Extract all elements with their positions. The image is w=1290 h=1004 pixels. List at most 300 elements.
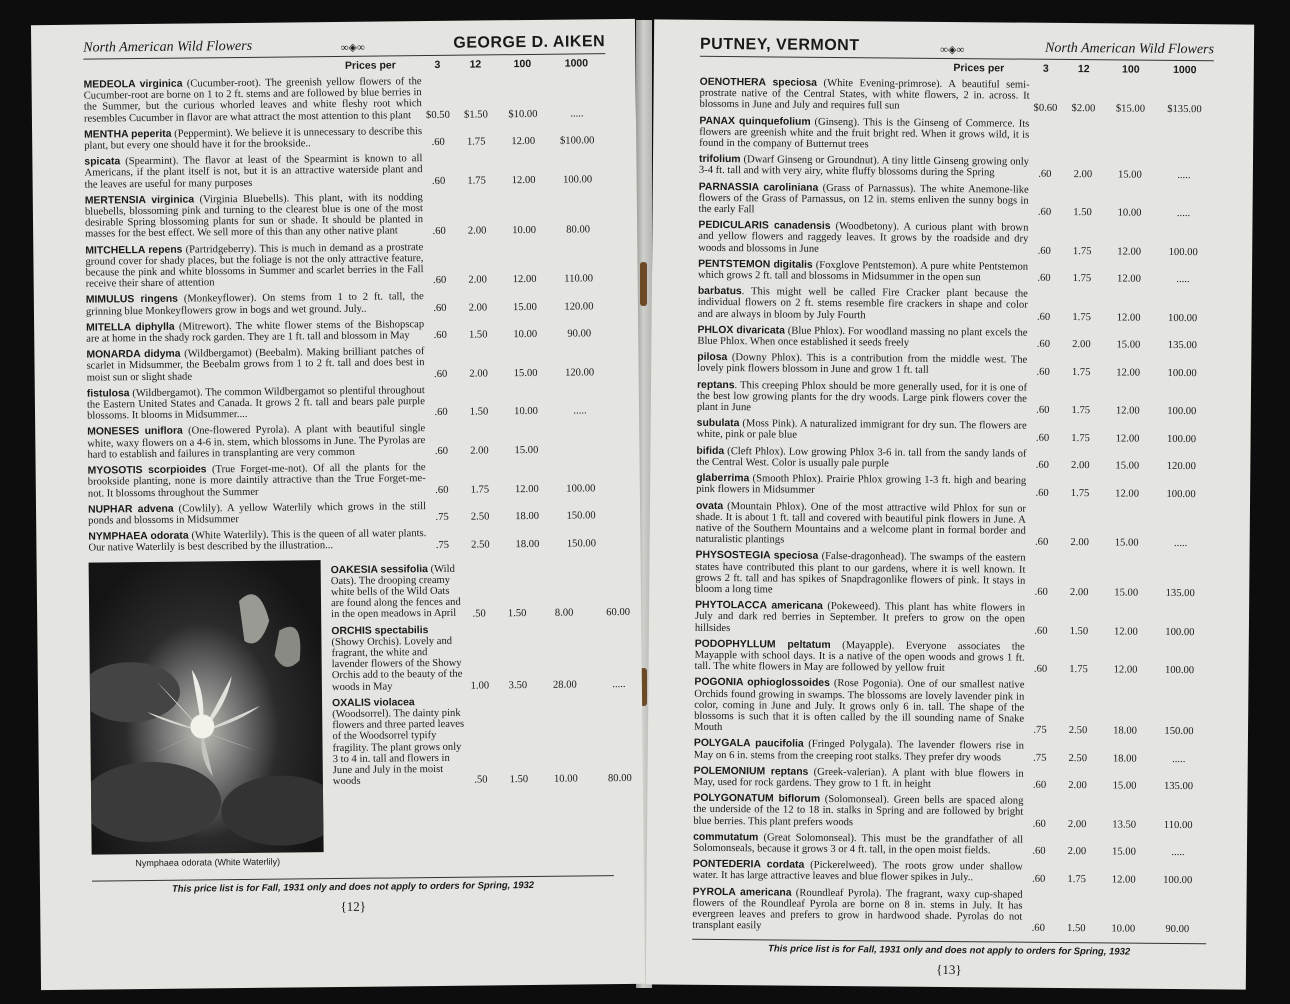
price-1000: 120.00: [1166, 460, 1196, 473]
price-1000: 135.00: [1165, 588, 1195, 600]
price-3: .60: [1037, 245, 1051, 257]
price-3: .60: [1034, 586, 1048, 598]
plant-description: [696, 445, 1026, 470]
plant-entry: [698, 259, 1212, 286]
price-12: 2.00: [468, 302, 488, 314]
plant-text: (Rose Pogonia). One of our smallest native Orchids found growing in swamps. The blossoms are lovely lavender pink in color, coming in June and July. It grows only 6 in. tall. The shape of the blossoms is such that it is often called by the ill sounding name of Snake Mouth: [693, 678, 1025, 734]
plant-description: [84, 153, 422, 190]
price-100: 8.00: [554, 607, 574, 619]
plant-entry: [697, 325, 1211, 352]
price-3: .60: [1035, 459, 1050, 471]
price-12: 2.00: [468, 274, 487, 287]
plant-name: spicata: [84, 156, 121, 168]
price-12: 2.50: [471, 538, 490, 551]
col-header-3: 3: [434, 58, 441, 71]
plant-entry: [699, 115, 1213, 153]
plant-list: [692, 77, 1213, 936]
price-1000: 150.00: [1164, 726, 1194, 738]
plant-description: [697, 352, 1027, 377]
price-cells: [1025, 664, 1209, 677]
plant-name: ORCHIS spectabilis: [331, 624, 429, 637]
price-100: 12.00: [512, 274, 537, 286]
plant-name: reptans: [696, 379, 735, 391]
price-100: 10.00: [513, 329, 538, 341]
plant-text: (Foxglove Pentstemon). A pure white Pentstemon which grows 2 ft. tall and blossoms in Midsummer in the open sun: [697, 259, 1029, 284]
price-cells: [1028, 312, 1212, 325]
price-12: 1.75: [1071, 405, 1091, 417]
plant-name: PENTSTEMON digitalis: [698, 258, 813, 271]
price-100: 15.00: [1112, 780, 1137, 792]
plant-entry: [699, 181, 1213, 219]
price-12: 2.00: [1068, 780, 1087, 792]
plant-description: [331, 624, 464, 693]
plant-name: PHYTOLACCA americana: [695, 599, 823, 613]
col-header-100: 100: [1121, 63, 1140, 76]
price-cells: [1027, 405, 1211, 418]
price-cells: [1023, 846, 1207, 859]
price-100: 12.00: [1113, 626, 1138, 638]
plant-text: (Mitrewort). The white flower stems of the Bishopscap are at home in the shady rock garden. They are 1 ft. tall and blossom in May: [86, 318, 425, 345]
price-3: .60: [1038, 168, 1052, 180]
plant-name: POLYGALA paucifolia: [693, 738, 804, 751]
plant-text: (Cucumber-root). The greenish yellow flowers of the Cucumber-root are borne on 1 to 2 ft. stems and are followed by blue berries in the Summer, but the curious whorled leaves and white fleshy root which resembles Cucumber in flavor are what attract the most attention to this plant: [83, 76, 422, 125]
price-3: .60: [433, 330, 447, 342]
price-1000: 100.00: [562, 174, 593, 186]
price-12: 1.75: [470, 484, 490, 496]
price-3: .60: [1037, 206, 1052, 219]
price-1000: .....: [1177, 169, 1191, 181]
plant-description: [694, 766, 1024, 791]
plant-description: [697, 325, 1027, 350]
price-cells: [1029, 102, 1213, 115]
price-12: 2.00: [1072, 339, 1091, 351]
plant-entry: [87, 383, 609, 422]
col-header-12: 12: [1077, 63, 1090, 76]
plant-entry: [85, 240, 607, 290]
price-1000: 60.00: [606, 606, 631, 618]
plant-text: (Mayapple). Everyone associates the Mayapple with school days. It is a native of the open woods and grows 1 ft. tall. The white flowers in May are followed by yellow fruit: [694, 639, 1025, 675]
price-3: .50: [472, 607, 486, 620]
price-3: .75: [435, 511, 449, 524]
price-3: .60: [1032, 873, 1046, 885]
price-1000: [551, 444, 609, 456]
col-header-100: 100: [513, 57, 532, 71]
price-cells: [1027, 366, 1211, 379]
plant-description: [695, 600, 1025, 636]
plant-text: (Virginia Bluebells). This plant, with its nodding bluebells, blossoming pink and turning to the clearest blue is one of the most desirable Spring blossoming plants for sun or shade. It should be planted in masses for the best effect. We sell more of this than any other native plant: [84, 191, 424, 241]
price-100: 12.00: [1116, 312, 1141, 324]
plant-name: bifida: [696, 445, 725, 457]
price-list-notice: This price list is for Fall, 1931 only and does not apply to orders for Spring, 1932: [692, 939, 1206, 958]
plant-name: PONTEDERIA cordata: [692, 858, 805, 871]
price-100: 12.00: [1115, 487, 1140, 500]
plant-entry: [331, 561, 645, 620]
plant-entry: [88, 499, 610, 527]
price-100: 15.00: [1114, 587, 1139, 599]
price-cells: [1024, 780, 1208, 793]
plant-description: [698, 220, 1028, 256]
plant-name: commutatum: [693, 831, 759, 844]
price-cells: [424, 301, 608, 314]
price-1000: 100.00: [1168, 312, 1198, 325]
price-3: .60: [1034, 537, 1049, 549]
price-12: 1.75: [1067, 873, 1087, 885]
price-12: 2.50: [470, 511, 490, 523]
plant-entry: [696, 500, 1210, 549]
plant-name: POGONIA ophioglossoides: [694, 677, 830, 690]
price-1000: 135.00: [1167, 340, 1198, 352]
photo-caption: Nymphaea odorata (White Waterlily): [135, 856, 281, 868]
plant-description: [696, 500, 1026, 548]
plant-text: (Grass of Parnassus). The white Anemone-like flowers of the Grass of Parnassus, on 12 in. stems enliven the sunny bogs in the early Fall: [698, 182, 1029, 216]
plant-description: [699, 115, 1029, 151]
plant-entry: [697, 379, 1211, 417]
plant-name: OAKESIA sessifolia: [330, 563, 428, 576]
plant-name: OXALIS violacea: [332, 696, 415, 709]
plant-entry: [84, 74, 606, 124]
price-cells: [1026, 537, 1210, 550]
price-3: .60: [1037, 273, 1051, 285]
plant-entry: [88, 460, 610, 499]
header-series-title: North American Wild Flowers: [83, 38, 253, 56]
plant-description: [86, 292, 424, 318]
price-cells: [1026, 460, 1210, 473]
price-cells: [424, 274, 608, 287]
plant-name: OENOTHERA speciosa: [699, 76, 818, 89]
price-3: .60: [1036, 366, 1050, 378]
plant-name: PHLOX divaricata: [697, 324, 785, 337]
plant-name: NUPHAR advena: [87, 503, 174, 516]
plant-entry: [84, 124, 606, 152]
plant-description: [692, 886, 1022, 934]
price-100: 15.00: [1114, 537, 1139, 549]
price-100: 15.00: [1116, 339, 1141, 351]
plant-entry: [332, 695, 645, 788]
price-1000: 120.00: [564, 367, 595, 379]
plant-description: [331, 563, 464, 620]
plant-text: (Downy Phlox). This is a contribution from the middle west. The lovely pink flowers blossom in June and grow 1 ft. tall: [697, 352, 1028, 377]
price-1000: .....: [1171, 847, 1185, 859]
price-cells: [426, 538, 610, 551]
price-1000: 80.00: [607, 773, 632, 785]
price-1000: .....: [1173, 538, 1188, 550]
price-100: 12.00: [1113, 664, 1138, 676]
price-12: 2.00: [1067, 818, 1087, 830]
plant-description: [699, 77, 1029, 113]
plant-entry: [698, 220, 1212, 258]
plant-text: (Cleft Phlox). Low growing Phlox 3-6 in. tall from the sandy lands of the Central West. Color is usually pale purple: [696, 445, 1027, 470]
price-1000: 100.00: [1167, 367, 1197, 379]
price-100: 10.00: [1111, 923, 1136, 936]
plant-text: (Partridgeberry). This is much in demand as a prostrate ground cover for shady places, but the foliage is not the only attractive feature, because the pink and white blossoms in Summer and scarlet berries in the Fall receive their share of attention: [85, 241, 424, 290]
price-100: 15.00: [1115, 460, 1140, 472]
price-12: 2.00: [469, 368, 488, 380]
plant-text: (Cowlily). A yellow Waterlily which grows in the still ponds and blossoms in Midsummer: [88, 500, 427, 527]
plant-description: [693, 859, 1023, 884]
plant-name: POLEMONIUM reptans: [693, 765, 809, 778]
header-publisher-name: GEORGE D. AIKEN: [453, 33, 606, 52]
plant-description: [698, 259, 1028, 284]
price-12: 1.75: [1071, 366, 1091, 378]
price-3: .60: [1032, 845, 1046, 858]
price-cells: [1026, 487, 1210, 500]
plant-text: (Ginseng). This is the Ginseng of Commerce. Its flowers are greenish white and the fruit bright red. When it grows wild, it is found in the company of Butternut trees: [699, 116, 1030, 151]
plant-description: [87, 424, 425, 461]
plant-description: [693, 793, 1023, 829]
waterlily-illustration: [89, 560, 324, 854]
plant-name: POLYGONATUM biflorum: [693, 792, 821, 806]
price-1000: .....: [1172, 753, 1186, 765]
price-3: .60: [1034, 625, 1048, 637]
page-header: [83, 33, 605, 59]
price-1000: 100.00: [566, 483, 596, 495]
price-cells: [1024, 725, 1208, 738]
price-100: 15.00: [1112, 846, 1136, 858]
plant-description: [87, 385, 425, 422]
price-1000: 90.00: [567, 328, 592, 340]
price-3: .60: [432, 275, 447, 287]
price-3: .60: [1036, 405, 1050, 417]
price-1000: 100.00: [1167, 406, 1197, 418]
price-1000: 150.00: [566, 537, 597, 550]
plant-text: . This creeping Phlox should be more generally used, for it is one of the best low growing plants for the dry woods. Large pink flowers cover the plant in June: [696, 379, 1028, 414]
price-12: 2.00: [1069, 587, 1089, 599]
price-cells: [1023, 818, 1207, 831]
price-3: .60: [432, 225, 446, 237]
price-cells: [1029, 152, 1213, 154]
price-100: 12.00: [1116, 367, 1141, 379]
plant-entry: [695, 550, 1209, 599]
price-12: 1.50: [507, 607, 527, 619]
waterlily-image: [89, 560, 324, 854]
price-100: 12.00: [511, 136, 536, 148]
price-3: .60: [434, 407, 448, 419]
price-100: 13.50: [1112, 819, 1137, 831]
plant-text: (Fringed Polygala). The lavender flowers rise in May on 6 in. stems from the creeping root stalks. They prefer dry woods: [693, 739, 1024, 764]
page-number: {13}: [936, 962, 962, 978]
price-3: .60: [1031, 923, 1045, 935]
plant-entry: [698, 286, 1212, 324]
plant-name: pilosa: [697, 352, 728, 364]
plant-entry: [692, 886, 1206, 935]
plant-name: barbatus: [697, 286, 742, 298]
price-cells: [1027, 339, 1211, 352]
price-3: $0.50: [425, 109, 450, 121]
plant-name: MITCHELLA repens: [85, 244, 183, 257]
price-cells: [464, 679, 645, 692]
price-12: 1.50: [469, 406, 489, 419]
price-100: 12.00: [514, 483, 539, 495]
price-12: $2.00: [1071, 102, 1096, 114]
plant-description: [85, 192, 423, 240]
price-100: 18.00: [1112, 753, 1137, 765]
plant-name: MONESES uniflora: [87, 426, 183, 439]
price-3: .50: [474, 774, 488, 786]
price-12: 1.75: [1071, 432, 1090, 444]
header-location: PUTNEY, VERMONT: [699, 35, 860, 55]
price-cells: [425, 406, 609, 419]
page-header: [700, 36, 1214, 61]
price-100: 18.00: [515, 538, 540, 550]
price-1000: 100.00: [1166, 488, 1196, 500]
catalog-page-right: [646, 19, 1254, 989]
plant-name: ovata: [695, 500, 724, 512]
price-12: 2.00: [1071, 460, 1090, 472]
price-cells: [1025, 625, 1209, 638]
plant-name: NYMPHAEA odorata: [88, 530, 189, 543]
price-cells: [422, 135, 606, 148]
price-cells: [1024, 752, 1208, 765]
price-100: 18.00: [515, 511, 540, 523]
price-cells: [424, 328, 608, 341]
plant-name: glaberrima: [696, 472, 750, 485]
price-100: 15.00: [512, 301, 537, 314]
price-12: 1.50: [1069, 625, 1089, 637]
price-cells: [465, 773, 645, 786]
plant-description: [86, 346, 424, 383]
plant-description: [84, 126, 422, 152]
price-list-notice: This price list is for Fall, 1931 only and does not apply to orders for Spring, 1932: [92, 875, 614, 895]
plant-entry: [85, 190, 607, 240]
plant-text: (Showy Orchis). Lovely and fragrant, the white and lavender flowers of the Showy Orchis add to the beauty of the woods in May: [331, 635, 463, 693]
plant-entry: [86, 317, 608, 345]
plant-description: [693, 832, 1023, 857]
plant-description: [88, 462, 426, 499]
price-1000: $135.00: [1167, 103, 1202, 115]
price-100: 15.00: [513, 367, 538, 380]
price-3: .60: [1032, 779, 1047, 792]
price-100: 10.00: [512, 224, 537, 236]
plant-entry: [696, 445, 1210, 472]
header-series-title: North American Wild Flowers: [1044, 40, 1215, 58]
plant-name: MERTENSIA virginica: [84, 194, 195, 207]
plant-text: (Mountain Phlox). One of the most attractive wild Phlox for sun or shade. It is about 1 ft. tall and covered with beautiful pink flowers in June. A native of the Southern Mountains and a welcome plant in formal border and naturalistic plantings: [695, 500, 1027, 546]
plant-description: [697, 379, 1027, 415]
price-12: 1.75: [1072, 245, 1092, 258]
plant-text: (Wild Oats). The drooping creamy white bells of the Wild Oats are found along the fences and in the open meadows in April: [330, 563, 461, 621]
price-cells: [1023, 873, 1207, 886]
price-12: 1.50: [468, 329, 488, 341]
plant-name: PANAX quinquefolium: [699, 115, 811, 128]
price-cells: [1028, 246, 1212, 259]
price-100: 12.00: [511, 174, 536, 186]
price-1000: 100.00: [1163, 874, 1193, 886]
price-3: .60: [431, 137, 445, 149]
price-3: .60: [435, 484, 449, 496]
plant-text: (Moss Pink). A naturalized immigrant for dry sun. The flowers are white, pink or pale blue: [696, 418, 1027, 442]
price-12: 2.00: [1070, 537, 1089, 549]
price-1000: 120.00: [564, 301, 594, 313]
plant-text: (Woodsorrel). The dainty pink flowers and three parted leaves of the Woodsorrel typify fragility. The plant grows only 3 to 4 in. tall and flowers in June and July in the moist woods: [332, 707, 465, 788]
plant-entry: [86, 290, 608, 318]
plant-entry: [693, 859, 1207, 886]
prices-per-label: Prices per: [344, 59, 396, 72]
price-1000: 100.00: [1166, 433, 1197, 445]
plant-text: (False-dragonhead). The swamps of the eastern states have contributed this plant to our gardens, where it is well known. It grows 2 ft. tall and has spikes of Snapdragonlike flowers of pink. It stays in bloom a long time: [695, 551, 1026, 596]
plant-text: (Woodbetony). A curious plant with brown and yellow flowers and raggedy leaves. It grows by the roadside and dry woods and blossoms in June: [698, 221, 1029, 255]
plant-description: [694, 677, 1024, 736]
price-1000: [1155, 153, 1213, 154]
price-12: 2.00: [1073, 168, 1093, 180]
plant-text: (White Waterlily). This is the queen of all water plants. Our native Waterlily is best described by the illustration...: [88, 528, 427, 554]
price-1000: 100.00: [1165, 626, 1195, 638]
price-12: 1.75: [1072, 273, 1092, 285]
price-column-headers: [700, 60, 1214, 76]
price-3: .75: [435, 539, 450, 551]
price-12: 1.50: [1066, 923, 1086, 935]
plant-text: . This might well be called Fire Cracker plant because the individual flowers on 2 ft. stems resemble fire crackers in shape and color and are always in bloom by July Fourth: [697, 286, 1028, 321]
plant-description: [88, 501, 426, 527]
plant-list: [84, 74, 611, 554]
price-cells: [423, 224, 607, 237]
price-cells: [1028, 273, 1212, 286]
plant-text: (Solomonseal). Green bells are spaced along the underside of the 12 to 18 in. stalks in Spring and are followed by bright blue berries. This plant prefers woods: [693, 794, 1024, 828]
price-3: .60: [1032, 818, 1046, 830]
price-3: .60: [433, 368, 448, 380]
plant-description: [696, 473, 1026, 498]
price-1000: 150.00: [566, 510, 596, 522]
plant-description: [698, 286, 1028, 322]
price-3: .60: [1036, 311, 1051, 323]
plant-name: MONARDA didyma: [86, 348, 181, 361]
plant-description: [699, 154, 1029, 179]
plant-description: [695, 639, 1025, 675]
plant-name: PEDICULARIS canadensis: [698, 220, 831, 233]
plant-entry: [694, 766, 1208, 793]
price-1000: 135.00: [1163, 781, 1194, 793]
col-header-1000: 1000: [564, 57, 589, 70]
plant-name: subulata: [696, 418, 740, 430]
plant-text: (Spearmint). The flavor at least of the Spearmint is known to all Americans, if the plant itself is not, but it is an attractive waterside plant and the leaves are useful for many purposes: [84, 153, 423, 191]
price-12: 1.75: [466, 136, 486, 148]
price-100: 12.00: [1117, 273, 1141, 285]
plant-name: MITELLA diphylla: [86, 321, 175, 334]
price-1000: 100.00: [1164, 665, 1195, 677]
price-3: .60: [431, 175, 446, 187]
price-cells: [425, 444, 609, 457]
plant-entry: [694, 738, 1208, 765]
plant-entry: [695, 600, 1209, 638]
plant-entry: [696, 473, 1210, 500]
price-3: .75: [1033, 752, 1047, 764]
plant-text: (Peppermint). We believe it is unnecessary to describe this plant, but every one should have it for the brookside..: [84, 125, 423, 152]
plant-text: (Greek-valerian). A plant with blue flowers in May, used for rock gardens. They grow to 1 ft. in height: [693, 766, 1024, 790]
plant-description: [84, 76, 422, 124]
plant-entry: [693, 832, 1207, 859]
plant-description: [332, 696, 465, 787]
price-100: 28.00: [552, 679, 577, 691]
plant-entry: [88, 526, 610, 554]
plant-name: MIMULUS ringens: [85, 294, 179, 307]
price-3: $0.60: [1033, 102, 1058, 114]
price-12: 1.75: [1070, 487, 1090, 499]
price-1000: .....: [570, 108, 584, 120]
plant-text: (Monkeyflower). On stems from 1 to 2 ft. tall, the grinning blue Monkeyflowers grow in bogs and wet ground. July..: [85, 291, 424, 318]
plant-text: (Pokeweed). This plant has white flowers in July and dark red berries in September. It prefers to grow on the open hillsides: [694, 601, 1026, 634]
price-12: 2.00: [1067, 846, 1087, 858]
plant-entry: [699, 154, 1213, 181]
header-ornament: ∞◈∞: [940, 43, 965, 57]
plant-description: [85, 242, 423, 290]
price-12: 3.50: [508, 679, 528, 691]
price-3: .75: [1033, 725, 1047, 737]
catalog-page-left: [31, 19, 645, 990]
price-100: 12.00: [1115, 433, 1140, 445]
plant-name: PYROLA americana: [692, 886, 792, 899]
price-12: 2.00: [470, 445, 489, 457]
price-1000: 110.00: [1163, 819, 1193, 831]
price-cells: [422, 108, 606, 121]
